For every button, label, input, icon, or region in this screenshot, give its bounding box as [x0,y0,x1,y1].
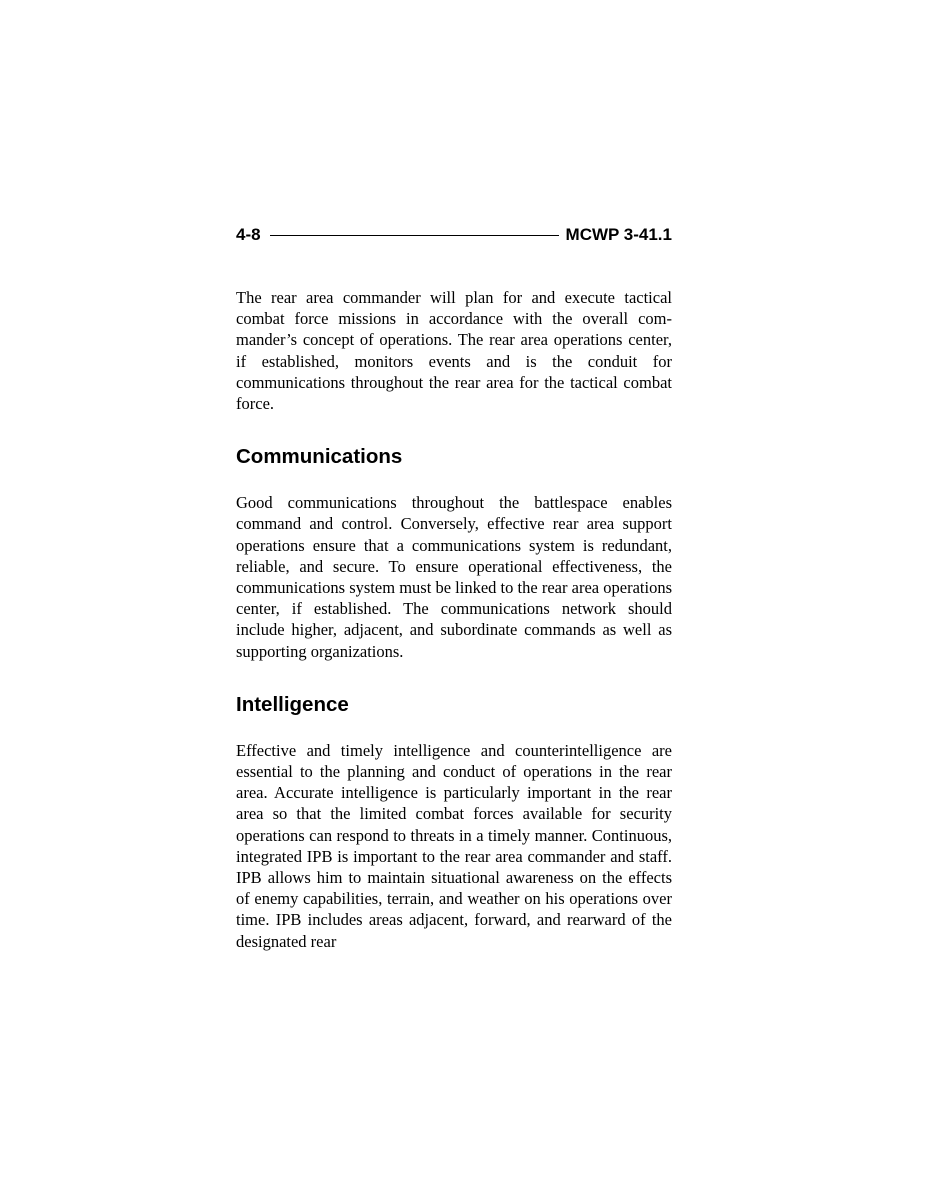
header-rule [270,235,559,236]
running-header [236,224,672,246]
intro-paragraph: The rear area commander will plan for and execute tactical combat force missions in accordance with the overall commander’s concept of operations. The rear area operations center, if established, monitors events and is the conduit for communications throughout the rear area for the tactical combat force. [236,288,672,414]
publication-id: MCWP 3-41.1 [565,225,672,244]
intelligence-paragraph: Effective and timely intelligence and counterintelligence are essential to the planning and conduct of operations in the rear area. Accurate intelligence is particularly important in the rear area so that the limited combat forces available for security operations can respond to threats in a timely manner. Continuous, integrated IPB is important to the rear area commander and staff. IPB allows him to maintain situational awareness on the effects of enemy capabilities, terrain, and weather on his operations over time. IPB includes areas adjacent, forward, and rearward of the designated rear [236,740,672,951]
section-heading-communications: Communications [236,445,403,469]
page-number: 4-8 [236,225,261,244]
document-page [236,224,672,952]
section-heading-intelligence: Intelligence [236,692,349,716]
communications-paragraph: Good communications throughout the battlespace enables command and control. Conversely, effective rear area support operations ensure that a communications system is redundant, reliable, and secure. To ensure operational effectiveness, the communications system must be linked to the rear area operations center, if established. The communications network should include higher, adjacent, and subordinate commands as well as supporting organizations. [236,493,672,661]
